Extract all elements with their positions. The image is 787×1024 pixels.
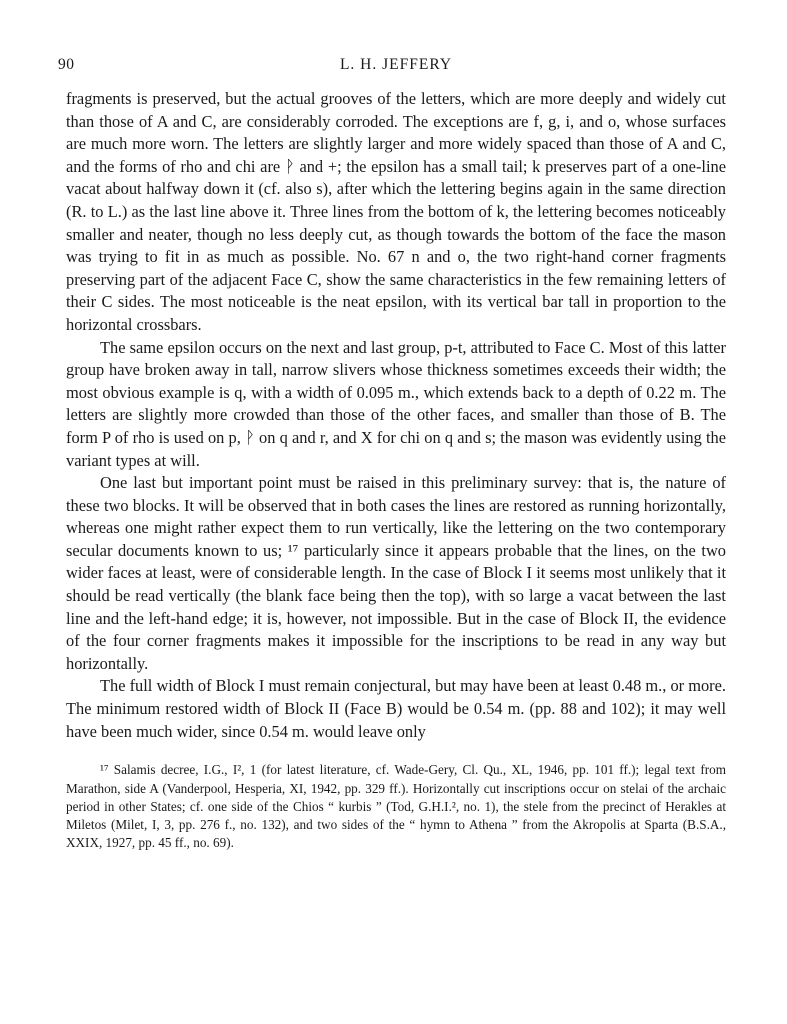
paragraph-4: The full width of Block I must remain conjectural, but may have been at least 0.48 m., or more. The minimum restored width of Block II (Face B) would be 0.54 m. (pp. 88 and 102); it may well have been much wider, since 0.54 m. would leave only — [66, 676, 726, 741]
paragraph-1: fragments is preserved, but the actual grooves of the letters, which are more deeply and widely cut than those of A and C, are considerably corroded. The exceptions are f, g, i, and o, whose surfaces are much more worn. The letters are slightly larger and more widely spaced than those of A and C, and the forms of rho and chi are ᚹ and +; the epsilon has a small tail; k preserves part of a one-line vacat about halfway down it (cf. also s), after which the lettering begins again in the same direction (R. to L.) as the last line above it. Three lines from the bottom of k, the lettering becomes noticeably smaller and neater, though no less deeply cut, as though towards the bottom of the face the mason was trying to fit in as much as possible. No. 67 n and o, the two right-hand corner fragments preserving part of the adjacent Face C, show the same characteristics in the few remaining letters of their C sides. The most noticeable is the neat epsilon, with its vertical bar tall in proportion to the horizontal crossbars. — [66, 89, 726, 334]
paragraph-3: One last but important point must be raised in this preliminary survey: that is, the nature of these two blocks. It will be observed that in both cases the lines are restored as running horizontally, whereas one might rather expect them to run vertically, like the lettering on the two contemporary secular documents known to us; ¹⁷ particularly since it appears probable that the lines, on the two wider faces at least, were of considerable length. In the case of Block I it seems most unlikely that it should be read vertically (the blank face being then the top), with so large a vacat between the last line and the left-hand edge; it is, however, not impossible. But in the case of Block II, the evidence of the four corner fragments makes it impossible for the inscriptions to be read in any way but horizontally. — [66, 473, 726, 673]
footnote-17: ¹⁷ Salamis decree, I.G., I², 1 (for latest literature, cf. Wade-Gery, Cl. Qu., XL, 1946, pp. 101 ff.); legal text from Marathon, side A (Vanderpool, Hesperia, XI, 1942, pp. 329 ff.). Horizontally cut inscriptions occur on stelai of the archaic period in other States; cf. one side of the Chios “ kurbis ” (Tod, G.H.I.², no. 1), the stele from the precinct of Herakles at Miletos (Milet, I, 3, pp. 276 f., no. 132), and two sides of the “ hymn to Athena ” from the Akropolis at Sparta (B.S.A., XXIX, 1927, pp. 45 ff., no. 69). — [66, 762, 726, 851]
footnotes — [66, 761, 726, 852]
page — [58, 50, 726, 853]
page-number: 90 — [58, 56, 75, 73]
running-head — [58, 50, 726, 80]
running-title: L. H. JEFFERY — [339, 56, 453, 73]
paragraph-2: The same epsilon occurs on the next and last group, p-t, attributed to Face C. Most of this latter group have broken away in tall, narrow slivers whose thickness sometimes exceeds their width; the most obvious example is q, with a width of 0.095 m., which extends back to a depth of 0.22 m. The letters are slightly more crowded than those of the other faces, and smaller than those of B. The form P of rho is used on p, ᚹ on q and r, and X for chi on q and s; the mason was evidently using the variant types at will. — [66, 337, 726, 470]
body-text — [66, 88, 726, 743]
